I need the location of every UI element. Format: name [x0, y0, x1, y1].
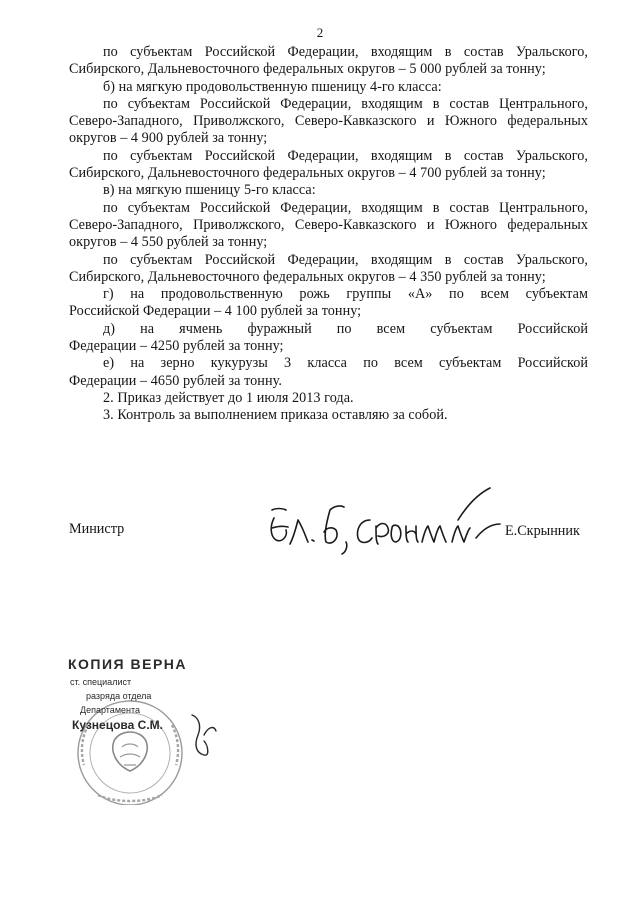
- stamp-line: разряда отдела: [86, 691, 152, 701]
- paragraph-4: [69, 148, 588, 183]
- paragraph-6: [69, 200, 588, 252]
- paragraph-9: [69, 321, 588, 356]
- paragraph-lead: по субъектам Российской Федерации, входящим в состав Уральского,: [103, 44, 588, 60]
- paragraph-11: 2. Приказ действует до 1 июля 2013 года.: [103, 389, 354, 406]
- stamp-text: [68, 656, 187, 732]
- signature-row: [0, 505, 640, 575]
- paragraph-8: [69, 286, 588, 321]
- handwritten-signature: [262, 480, 502, 570]
- paragraph-tail: Северо-Западного, Приволжского, Северо-Кавказского и Южного федеральных округов – 4 550 рублей за тонну;: [69, 216, 588, 251]
- paragraph-lead: г) на продовольственную рожь группы «А» по всем субъектам: [103, 286, 588, 303]
- certification-stamp: [58, 655, 238, 805]
- stamp-heading: КОПИЯ ВЕРНА: [68, 656, 188, 672]
- paragraph-lead: е) на зерно кукурузы 3 класса по всем субъектам Российской: [103, 355, 588, 372]
- stamp-line: Кузнецова С.М.: [72, 718, 163, 732]
- signatory-name: Е.Скрынник: [505, 523, 580, 539]
- stamp-graphic: [58, 655, 238, 805]
- signatory-title: Министр: [69, 521, 125, 537]
- page-number: 2: [316, 25, 324, 40]
- paragraph-tail: Федерации – 4250 рублей за тонну;: [69, 338, 284, 355]
- paragraph-7: [69, 252, 588, 287]
- paragraph-lead: д) на ячмень фуражный по всем субъектам Российской: [103, 320, 588, 337]
- paragraph-2: б) на мягкую продовольственную пшеницу 4-го класса:: [103, 78, 442, 95]
- document-body: [69, 44, 588, 425]
- paragraph-lead: по субъектам Российской Федерации, входящим в состав Центрального,: [103, 199, 588, 216]
- paragraph-10: [69, 355, 588, 390]
- paragraph-lead: по субъектам Российской Федерации, входящим в состав Центрального,: [103, 95, 588, 112]
- paragraph-3: [69, 96, 588, 148]
- paragraph-12: 3. Контроль за выполнением приказа оставляю за собой.: [103, 407, 448, 424]
- round-seal: [78, 701, 182, 805]
- paragraph-tail: Северо-Западного, Приволжского, Северо-Кавказского и Южного федеральных округов – 4 900 рублей за тонну;: [69, 113, 588, 147]
- paragraph-5: в) на мягкую пшеницу 5-го класса:: [103, 182, 316, 199]
- paragraph-tail: Сибирского, Дальневосточного федеральных округов – 4 700 рублей за тонну;: [69, 165, 546, 182]
- paragraph-lead: по субъектам Российской Федерации, входящим в состав Уральского,: [103, 251, 588, 268]
- stamp-initials-scrawl: [192, 715, 216, 755]
- stamp-line: ст. специалист: [70, 677, 132, 687]
- stamp-line: Департамента: [80, 705, 141, 715]
- paragraph-tail: Сибирского, Дальневосточного федеральных округов – 5 000 рублей за тонну;: [69, 61, 546, 78]
- paragraph-tail: Российской Федерации – 4 100 рублей за тонну;: [69, 303, 362, 320]
- paragraph-1: [69, 44, 588, 79]
- paragraph-tail: Сибирского, Дальневосточного федеральных округов – 4 350 рублей за тонну;: [69, 268, 546, 285]
- paragraph-tail: Федерации – 4650 рублей за тонну.: [69, 372, 282, 389]
- paragraph-lead: по субъектам Российской Федерации, входящим в состав Уральского,: [103, 147, 588, 164]
